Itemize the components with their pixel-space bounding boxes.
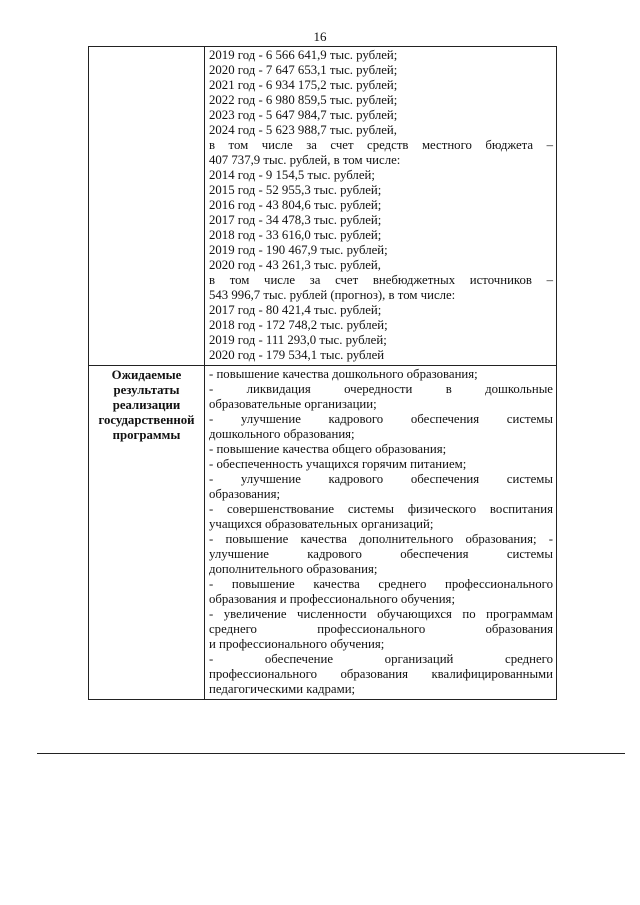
program-passport-table [88,46,557,700]
result-line: педагогическими кадрами; [209,682,356,696]
results-label-cell [89,366,205,700]
financing-line: 407 737,9 тыс. рублей, в том числе: [209,153,401,167]
financing-line: 2017 год - 34 478,3 тыс. рублей; [209,213,382,227]
result-line: - ликвидация очередности в дошкольные [209,382,553,396]
results-label-line: программы [112,428,181,442]
financing-line: в том числе за счет внебюджетных источников – [209,273,553,287]
result-line: - повышение качества среднего профессионального [209,577,553,591]
result-line: - увеличение численности обучающихся по программам [209,607,553,621]
results-row [89,366,557,700]
financing-line: 2019 год - 190 467,9 тыс. рублей; [209,243,388,257]
financing-line: 2020 год - 179 534,1 тыс. рублей [209,348,385,362]
financing-line: 2023 год - 5 647 984,7 тыс. рублей; [209,108,398,122]
results-label-line: результаты [113,383,180,397]
result-line: учащихся образовательных организаций; [209,517,434,531]
result-line: и профессионального обучения; [209,637,385,651]
financing-line: 2016 год - 43 804,6 тыс. рублей; [209,198,382,212]
result-line: образования и профессионального обучения; [209,592,456,606]
result-line: дополнительного образования; [209,562,378,576]
result-line: образования; [209,487,281,501]
results-label-line: реализации [112,398,181,412]
financing-content-cell [205,47,557,366]
result-line: - повышение качества общего образования; [209,442,447,456]
result-line: - совершенствование системы физического воспитания [209,502,553,516]
page-number: 16 [313,29,327,44]
financing-line: 2019 год - 111 293,0 тыс. рублей; [209,333,387,347]
result-line: - обеспечение организаций среднего [209,652,553,666]
result-line: - обеспеченность учащихся горячим питанием; [209,457,467,471]
financing-label-cell [89,47,205,366]
financing-line: 2024 год - 5 623 988,7 тыс. рублей, [209,123,397,137]
result-line: улучшение кадрового обеспечения системы [209,547,553,561]
financing-line: 2018 год - 172 748,2 тыс. рублей; [209,318,388,332]
result-line: - улучшение кадрового обеспечения системы [209,472,553,486]
result-line: - повышение качества дошкольного образования; [209,367,478,381]
financing-line: 2019 год - 6 566 641,9 тыс. рублей; [209,48,398,62]
financing-line: 2020 год - 7 647 653,1 тыс. рублей; [209,63,398,77]
result-line: дошкольного образования; [209,427,355,441]
financing-line: 2015 год - 52 955,3 тыс. рублей; [209,183,382,197]
financing-line: 2022 год - 6 980 859,5 тыс. рублей; [209,93,398,107]
result-line: образовательные организации; [209,397,377,411]
financing-line: 2020 год - 43 261,3 тыс. рублей, [209,258,381,272]
financing-line: 2018 год - 33 616,0 тыс. рублей; [209,228,382,242]
financing-line: 2021 год - 6 934 175,2 тыс. рублей; [209,78,398,92]
financing-line: 543 996,7 тыс. рублей (прогноз), в том числе: [209,288,456,302]
result-line: среднего профессионального образования [209,622,553,636]
footer-divider [37,753,625,754]
result-line: профессионального образования квалифицированными [209,667,553,681]
result-line: - улучшение кадрового обеспечения системы [209,412,553,426]
results-label-line: государственной [98,413,195,427]
financing-row [89,47,557,366]
results-label-line: Ожидаемые [111,368,182,382]
result-line: - повышение качества дополнительного образования; - [209,532,553,546]
financing-line: в том числе за счет средств местного бюджета – [209,138,553,152]
financing-line: 2014 год - 9 154,5 тыс. рублей; [209,168,375,182]
financing-line: 2017 год - 80 421,4 тыс. рублей; [209,303,382,317]
results-content-cell [205,366,557,700]
results-label [89,366,204,443]
